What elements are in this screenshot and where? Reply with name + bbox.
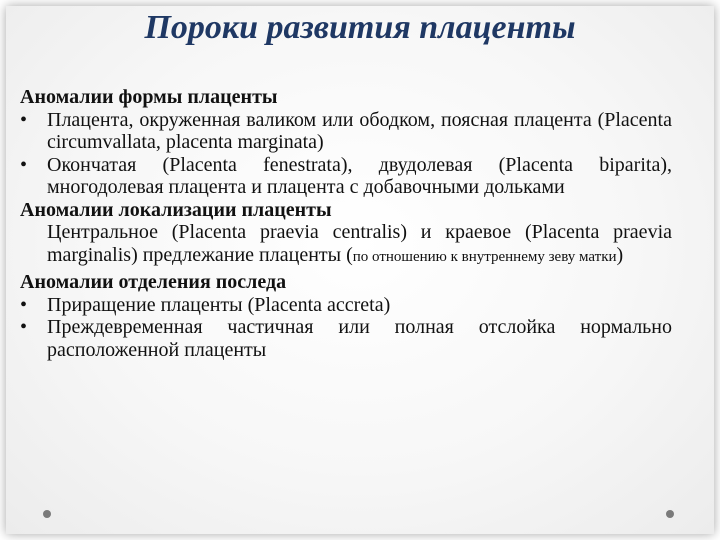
section-heading-location: Аномалии локализации плаценты [20, 198, 332, 221]
list-item [20, 294, 672, 317]
section-heading-form: Аномалии формы плаценты [20, 86, 278, 108]
list-item-text: Приращение плаценты (Placenta accreta) [47, 293, 391, 316]
location-paragraph-small: по отношению к внутреннему зеву матки [352, 248, 617, 265]
list-item-text: Плацента, окруженная валиком или ободком, поясная плацента (Placenta circumvallata, placenta marginata) [47, 108, 672, 153]
list-item-text: Окончатая (Placenta fenestrata), двудолевая (Placenta biparita), многодолевая плацента и плацента с добавочными дольками [47, 153, 672, 198]
bullet-icon: • [20, 293, 28, 316]
bullet-icon: • [20, 153, 28, 176]
list-item [20, 154, 672, 199]
slide-content [20, 86, 672, 361]
list-item [20, 316, 672, 361]
section-heading-separation: Аномалии отделения последа [20, 271, 287, 293]
corner-dot-left-icon [43, 510, 51, 518]
list-item [20, 109, 672, 154]
location-paragraph [20, 221, 672, 268]
corner-dot-right-icon [666, 510, 674, 518]
location-paragraph-main: Центральное (Placenta praevia centralis) и краевое (Placenta praevia marginalis) предлежание плаценты ( [47, 221, 672, 266]
list-item-text: Преждевременная частичная или полная отслойка нормально расположенной плаценты [47, 316, 672, 361]
slide-title: Пороки развития плаценты [144, 9, 576, 46]
bullet-icon: • [20, 108, 28, 131]
location-paragraph-end: ) [616, 243, 624, 266]
bullet-icon: • [20, 316, 28, 338]
